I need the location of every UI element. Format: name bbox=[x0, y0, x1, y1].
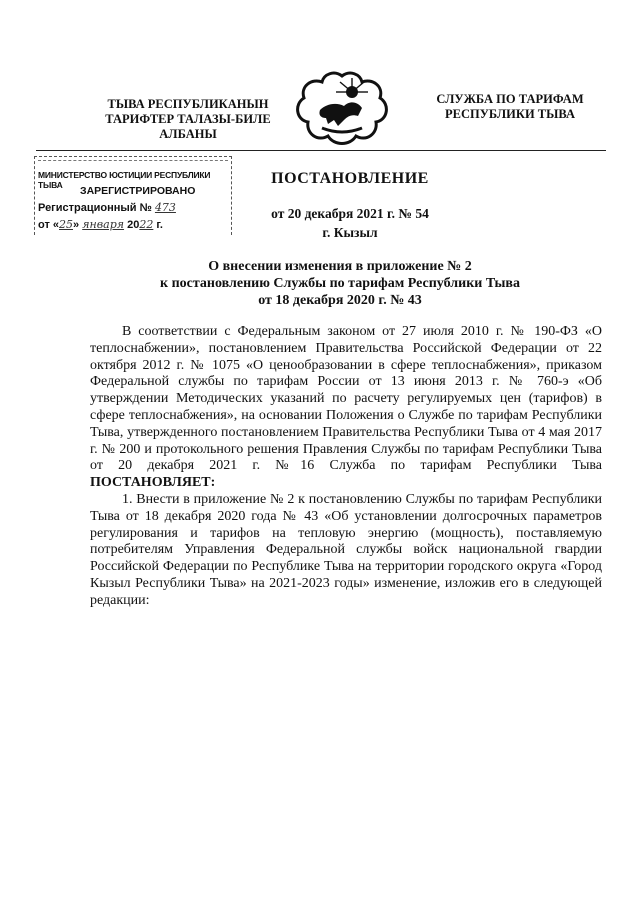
stamp-date-year-prefix: 20 bbox=[127, 219, 140, 231]
tuva-coat-of-arms-icon bbox=[292, 70, 392, 146]
document-date-number: от 20 декабря 2021 г. № 54 bbox=[271, 206, 429, 221]
header-right-agency-name bbox=[420, 92, 600, 122]
header-left-line3: АЛБАНЫ bbox=[159, 127, 217, 141]
stamp-date-mid: » bbox=[73, 219, 80, 231]
stamp-date-day: 25 bbox=[59, 218, 74, 231]
subject-line2: к постановлению Службы по тарифам Республики Тыва bbox=[160, 276, 520, 291]
subject-line3: от 18 декабря 2020 г. № 43 bbox=[258, 293, 422, 308]
stamp-reg-number-row bbox=[38, 201, 176, 214]
subject-line1: О внесении изменения в приложение № 2 bbox=[208, 259, 472, 274]
stamp-registered: ЗАРЕГИСТРИРОВАНО bbox=[80, 185, 196, 197]
paragraph1-text: В соответствии с Федеральным законом от 27 июля 2010 г. № 190-ФЗ «О теплоснабжении», постановлением Правительства Российской Федерации от 22 октября 2012 г. № 1075 «О ценообразовании в сфере теплоснабжения», приказом Федеральной службы по тарифам России от 13 июня 2013 г. № 760-э «Об утверждении Методических указаний по расчету регулируемых цен (тарифов) в сфере теплоснабжения», на основании Положения о Службе по тарифам Республики Тыва, утвержденного постановлением Правительства Республики Тыва от 4 мая 2017 г. № 200 и протокольного решения Правления Службы по тарифам Республики Тыва от 20 декабря 2021 г. №16 Служба по тарифам Республики Тыва bbox=[90, 324, 602, 474]
body-paragraph-1 bbox=[90, 324, 602, 492]
stamp-dashes bbox=[38, 160, 228, 167]
stamp-ministry: МИНИСТЕРСТВО ЮСТИЦИИ РЕСПУБЛИКИ ТЫВА bbox=[38, 170, 211, 190]
document-body bbox=[90, 324, 602, 610]
document-city: г. Кызыл bbox=[322, 225, 378, 240]
header-right-line1: СЛУЖБА ПО ТАРИФАМ bbox=[436, 92, 584, 106]
header-right-line2: РЕСПУБЛИКИ ТЫВА bbox=[445, 107, 575, 121]
document-type-title: ПОСТАНОВЛЕНИЕ bbox=[271, 170, 429, 187]
body-paragraph-2: 1. Внести в приложение № 2 к постановлению Службы по тарифам Республики Тыва от 18 декабря 2020 года № 43 «Об установлении долгосрочных параметров регулирования и тарифов на тепловую энергию (мощность), поставляемую потребителям Управления Федеральной службы войск национальной гвардии Российской Федерации по Республике Тыва на территории городского округа «Город Кызыл Республики Тыва» на 2021-2023 годы» изменение, изложив его в следующей редакции: bbox=[90, 491, 602, 608]
registration-stamp bbox=[16, 120, 234, 234]
resolve-keyword: ПОСТАНОВЛЯЕТ: bbox=[90, 475, 216, 491]
header-left-line2: ТАРИФТЕР ТАЛАЗЫ-БИЛЕ bbox=[105, 112, 271, 126]
stamp-date-prefix: от « bbox=[38, 219, 60, 231]
stamp-date-row bbox=[38, 218, 163, 231]
stamp-date-year: 22 bbox=[139, 218, 154, 231]
stamp-date-suffix: г. bbox=[156, 219, 163, 231]
stamp-reg-number: 473 bbox=[154, 201, 176, 214]
stamp-date-month: января bbox=[82, 218, 125, 231]
header-left-line1: ТЫВА РЕСПУБЛИКАНЫН bbox=[107, 97, 269, 111]
document-subject bbox=[100, 258, 580, 309]
stamp-reg-label: Регистрационный № bbox=[38, 202, 152, 214]
